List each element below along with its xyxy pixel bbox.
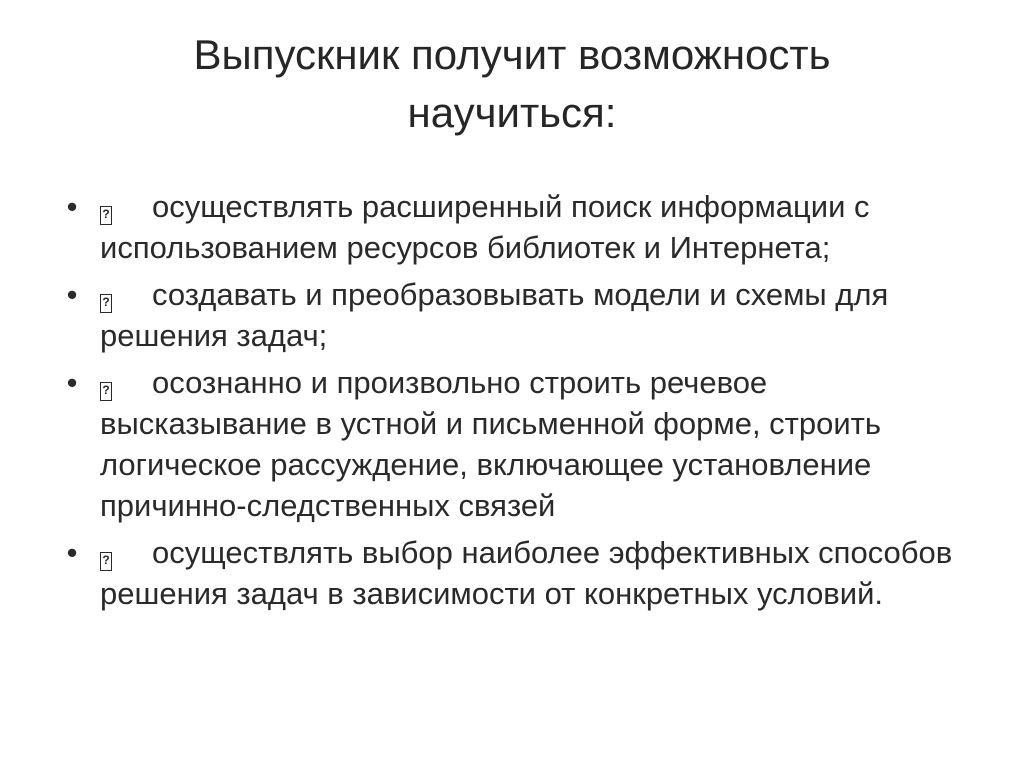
- missing-glyph-icon: ?: [100, 362, 152, 403]
- bullet-dot-icon: •: [66, 277, 78, 312]
- missing-glyph-icon: ?: [100, 186, 152, 227]
- list-item-text: осуществлять выбор наиболее эффективных способов решения задач в зависимости от конкретных условий.: [100, 535, 953, 611]
- missing-glyph-icon: ?: [100, 274, 152, 315]
- bullet-dot-icon: •: [66, 365, 78, 400]
- bullet-dot-icon: •: [66, 189, 78, 224]
- list-item: [62, 362, 972, 526]
- list-item-text: создавать и преобразовывать модели и схемы для решения задач;: [100, 277, 889, 353]
- bullet-dot-icon: •: [66, 535, 78, 570]
- missing-glyph-icon: ?: [100, 532, 152, 573]
- slide-title: Выпускник получит возможность научиться:: [193, 31, 831, 136]
- list-item-text: осуществлять расширенный поиск информации с использованием ресурсов библиотек и Интернета;: [100, 189, 870, 265]
- bullet-list: [62, 186, 972, 620]
- list-item: [62, 274, 972, 356]
- list-item-text: осознанно и произвольно строить речевое высказывание в устной и письменной форме, строить логическое рассуждение, включающее установление причинно-следственных связей: [100, 365, 882, 523]
- list-item: [62, 186, 972, 268]
- list-item: [62, 532, 972, 614]
